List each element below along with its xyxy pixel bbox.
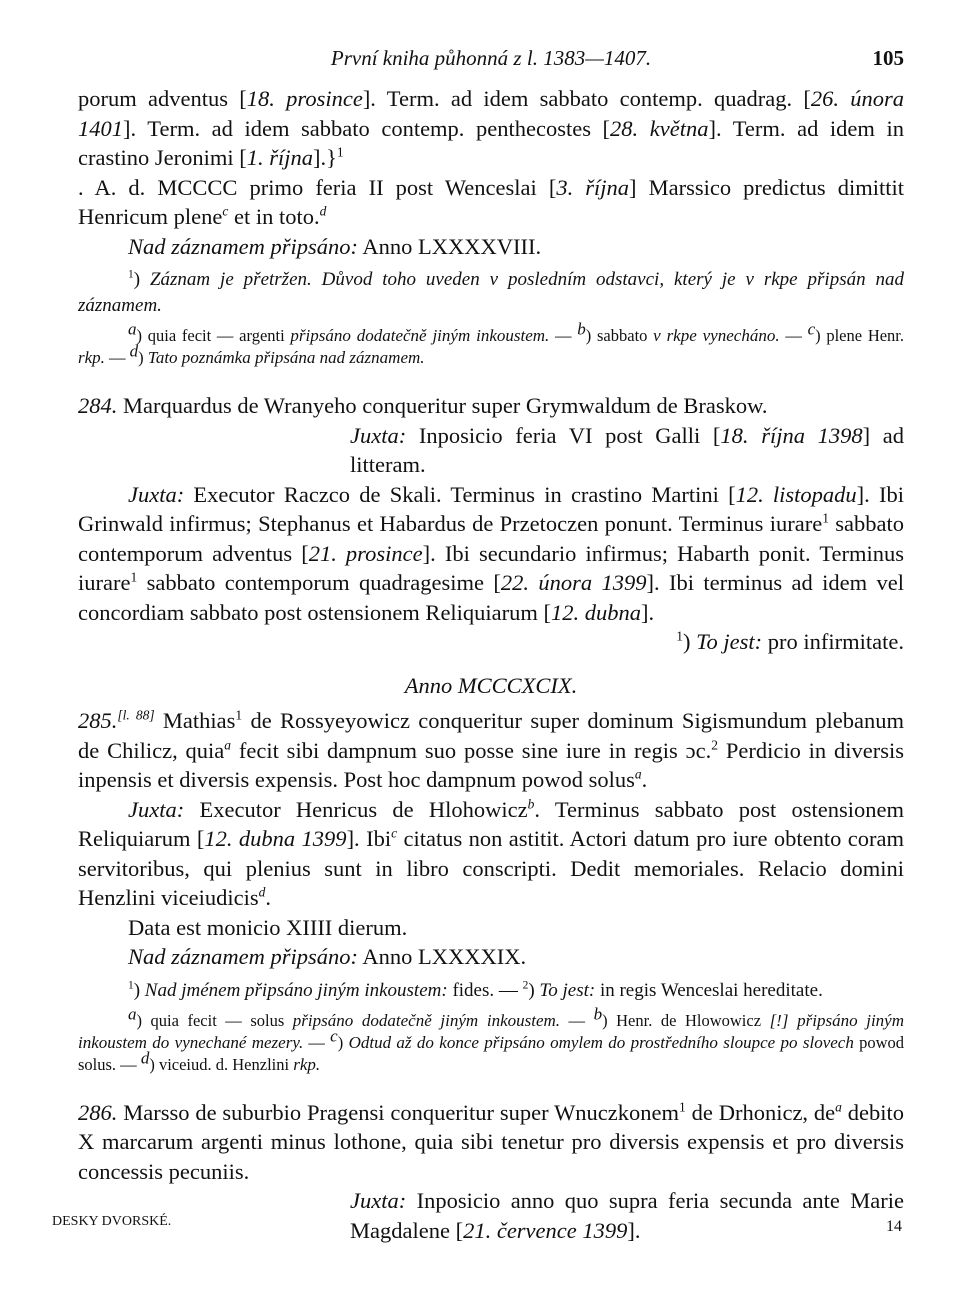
entry-283-dismissal: . A. d. MCCCC primo feria II post Wenceslai [3. října] Marssico predictus dimittit Henricum plene$^c$ et in toto.$^d$ bbox=[78, 174, 904, 229]
footnote-mark: 1 bbox=[336, 144, 344, 160]
entry-283-footnote: $^1$) Záznam je přetržen. Důvod toho uveden v posledním odstavci, který je v rkpe připsán nad záznamem. bbox=[78, 268, 904, 316]
entry-286-title: 286. Marsso de suburbio Pragensi conqueritur super Wnuczkonem$^1$ de Drhonicz, $de^a$ debito X marcarum argenti minus lothone, quia sibi tenetur pro diversis expensis et pro diversis concessis pecuniis. bbox=[78, 1099, 904, 1184]
footer-signature: 14 bbox=[886, 1218, 902, 1235]
entry-285-title: 285.[l. 88] Mathias$^1$ de Rossyeyowicz conqueritur super dominum Sigismundum plebanum de Chilicz, quia$^a$ fecit sibi dampnum suo posse sine iure in regis ɔc.$^2$ Perdicio in diversis inpensis et diversis expensis. Post hoc dampnum powod solus$^a$. bbox=[78, 707, 905, 792]
entry-283-continuation: porum adventus [18. prosince]. Term. ad idem sabbato contemp. quadrag. [26. února 1401]. Term. ad idem sabbato contemp. penthecostes [28. května]. Term. ad idem in crastino Jeronimi [1. října].}$^1$ bbox=[78, 86, 904, 170]
page-header bbox=[78, 40, 904, 78]
entry-285-monicio: Data est monicio XIIII dierum. bbox=[128, 914, 408, 940]
entry-285-footnotes: $^1$) Nad jménem připsáno jiným inkoustem: fides. — $^2$) To jest: in regis Wenceslai hereditate. bbox=[128, 979, 823, 1001]
page-number: 105 bbox=[872, 46, 904, 70]
entry-284-title: 284. Marquardus de Wranyeho conqueritur super Grymwaldum de Braskow. bbox=[78, 393, 768, 418]
footer-source: DESKY DVORSKÉ. bbox=[52, 1214, 172, 1229]
entry-284-juxta-1: Juxta: Inposicio feria VI post Galli [18. října 1398] ad litteram. bbox=[350, 422, 905, 477]
page-footer bbox=[52, 1214, 902, 1236]
entry-286-juxta: Juxta: Inposicio anno quo supra feria secunda ante Marie Magdalene [21. července 1399]. bbox=[350, 1188, 904, 1243]
entry-285-added-note: Nad záznamem připsáno: Anno LXXXXIX. bbox=[128, 944, 527, 969]
entry-283-apparatus: $^a$) quia fecit — argenti připsáno dodatečně jiným inkoustem. — $^b$) sabbato v rkpe vynecháno. — $^c$) plene Henr. rkp. — $^d$) Tato poznámka připsána nad záznamem. bbox=[78, 319, 905, 367]
running-title: První kniha půhonná z l. 1383—1407. bbox=[330, 46, 652, 70]
year-heading: Anno MCCCXCIX. bbox=[404, 672, 578, 698]
entry-283-added-note: Nad záznamem připsáno: Anno LXXXXVIII. bbox=[128, 233, 542, 259]
entry-284-juxta-2: Juxta: Executor Raczco de Skali. Terminus in crastino Martini [12. listopadu]. Ibi Grinwald infirmus; Stephanus et Habardus de Przetoczen ponunt. Terminus iurare$^1$ sabbato contemporum adventus [21. prosince]. Ibi secundario infirmus; Habarth ponit. Terminus iurare$^1$ sabbato contemporum quadragesime [22. února 1399]. Ibi terminus ad idem vel concordiam sabbato post ostensionem Reliquiarum [12. dubna]. bbox=[78, 481, 904, 625]
entry-284-footnote: $^1$) To jest: pro infirmitate. bbox=[676, 628, 904, 654]
document-page bbox=[78, 40, 904, 1245]
entry-285-apparatus: $^a$) quia fecit — solus připsáno dodatečně jiným inkoustem. — $^b$) Henr. de Hlowowicz [!] připsáno jiným inkoustem do vynechané mezery. — $^c$) Odtud až do konce připsáno omylem do prostředního sloupce po slovech powod solus. — $^d$) viceiud. d. Henzlini rkp. bbox=[78, 1004, 905, 1074]
entry-285-juxta: Juxta: Executor Henricus de Hlohowicz$^b$. Terminus sabbato post ostensionem Reliquiarum [12. dubna 1399]. Ibi$^c$ citatus non astitit. Actori datum pro iure obtento coram servitoribus, qui plenius sunt in libro conscripti. Dedit memoriales. Relacio domini Henzlini viceiudicis$^d$. bbox=[78, 796, 904, 910]
